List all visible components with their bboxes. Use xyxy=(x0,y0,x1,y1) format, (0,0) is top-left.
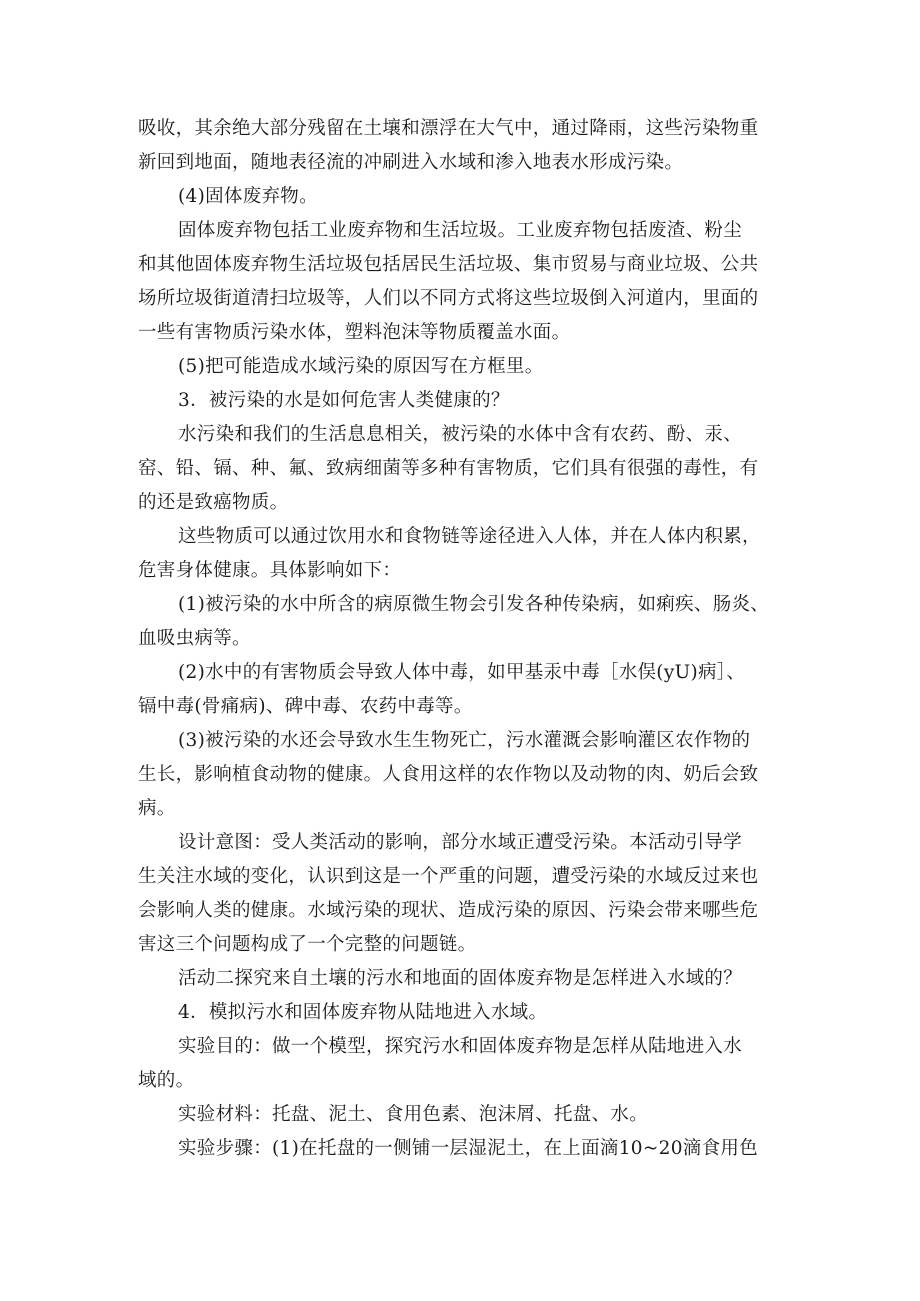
text-line: 吸收，其余绝大部分残留在土壤和漂浮在大气中，通过降雨，这些污染物重 xyxy=(138,118,759,139)
text-line: (1)被污染的水中所含的病原微生物会引发各种传染病，如痢疾、肠炎、 xyxy=(178,594,770,615)
text-line: 一些有害物质污染水体，塑料泡沫等物质覆盖水面。 xyxy=(138,322,571,343)
text-line: 域的。 xyxy=(138,1070,195,1091)
text-line: 生关注水域的变化，认识到这是一个严重的问题，遭受污染的水域反过来也 xyxy=(138,866,759,887)
paragraph xyxy=(138,112,790,180)
paragraph xyxy=(138,826,790,962)
paragraph xyxy=(138,214,790,350)
paragraph xyxy=(138,588,790,656)
text-line: 4．模拟污水和固体废弃物从陆地进入水域。 xyxy=(178,1002,548,1023)
text-line: 血吸虫病等。 xyxy=(138,628,251,649)
text-line: 固体废弃物包括工业废弃物和生活垃圾。工业废弃物包括废渣、粉尘 xyxy=(178,220,743,241)
text-line: 实验材料：托盘、泥土、食用色素、泡沫屑、托盘、水。 xyxy=(178,1104,649,1125)
text-line: 场所垃圾街道清扫垃圾等，人们以不同方式将这些垃圾倒入河道内，里面的 xyxy=(138,288,759,309)
paragraph xyxy=(138,418,790,520)
text-line: 镉中毒(骨痛病)、碑中毒、农药中毒等。 xyxy=(138,696,473,717)
paragraph xyxy=(138,1030,790,1098)
text-line: 设计意图：受人类活动的影响，部分水域正遭受污染。本活动引导学 xyxy=(178,832,743,853)
paragraph xyxy=(138,962,790,996)
paragraph xyxy=(138,180,790,214)
text-line: 生长，影响植食动物的健康。人食用这样的农作物以及动物的肉、奶后会致 xyxy=(138,764,759,785)
paragraph xyxy=(138,996,790,1030)
paragraph xyxy=(138,384,790,418)
text-line: (5)把可能造成水域污染的原因写在方框里。 xyxy=(178,356,544,377)
text-line: (3)被污染的水还会导致水生生物死亡，污水灌溉会影响灌区农作物的 xyxy=(178,730,751,751)
paragraph xyxy=(138,656,790,724)
text-line: (2)水中的有害物质会导致人体中毒，如甲基汞中毒［水俣(yU)病］、 xyxy=(178,662,746,683)
document-body xyxy=(138,112,790,1166)
text-line: 病。 xyxy=(138,798,176,819)
text-line: 危害身体健康。具体影响如下： xyxy=(138,560,402,581)
text-line: 和其他固体废弃物生活垃圾包括居民生活垃圾、集市贸易与商业垃圾、公共 xyxy=(138,254,759,275)
text-line: 会影响人类的健康。水域污染的现状、造成污染的原因、污染会带来哪些危 xyxy=(138,900,759,921)
text-line: 实验步骤：(1)在托盘的一侧铺一层湿泥土，在上面滴10~20滴食用色 xyxy=(178,1138,758,1159)
text-line: 的还是致癌物质。 xyxy=(138,492,289,513)
paragraph xyxy=(138,1098,790,1132)
paragraph xyxy=(138,724,790,826)
text-line: 这些物质可以通过饮用水和食物链等途径进入人体，并在人体内积累， xyxy=(178,526,761,547)
text-line: (4)固体废弃物。 xyxy=(178,186,318,207)
paragraph xyxy=(138,350,790,384)
text-line: 窑、铅、镉、种、氟、致病细菌等多种有害物质，它们具有很强的毒性，有 xyxy=(138,458,759,479)
paragraph xyxy=(138,520,790,588)
text-line: 3．被污染的水是如何危害人类健康的？ xyxy=(178,390,510,411)
text-line: 活动二探究来自土壤的污水和地面的固体废弃物是怎样进入水域的？ xyxy=(178,968,743,989)
text-line: 实验目的：做一个模型，探究污水和固体废弃物是怎样从陆地进入水 xyxy=(178,1036,743,1057)
paragraph xyxy=(138,1132,790,1166)
text-line: 水污染和我们的生活息息相关，被污染的水体中含有农药、酚、汞、 xyxy=(178,424,743,445)
text-line: 害这三个问题构成了一个完整的问题链。 xyxy=(138,934,477,955)
text-line: 新回到地面，随地表径流的冲刷进入水域和渗入地表水形成污染。 xyxy=(138,152,684,173)
